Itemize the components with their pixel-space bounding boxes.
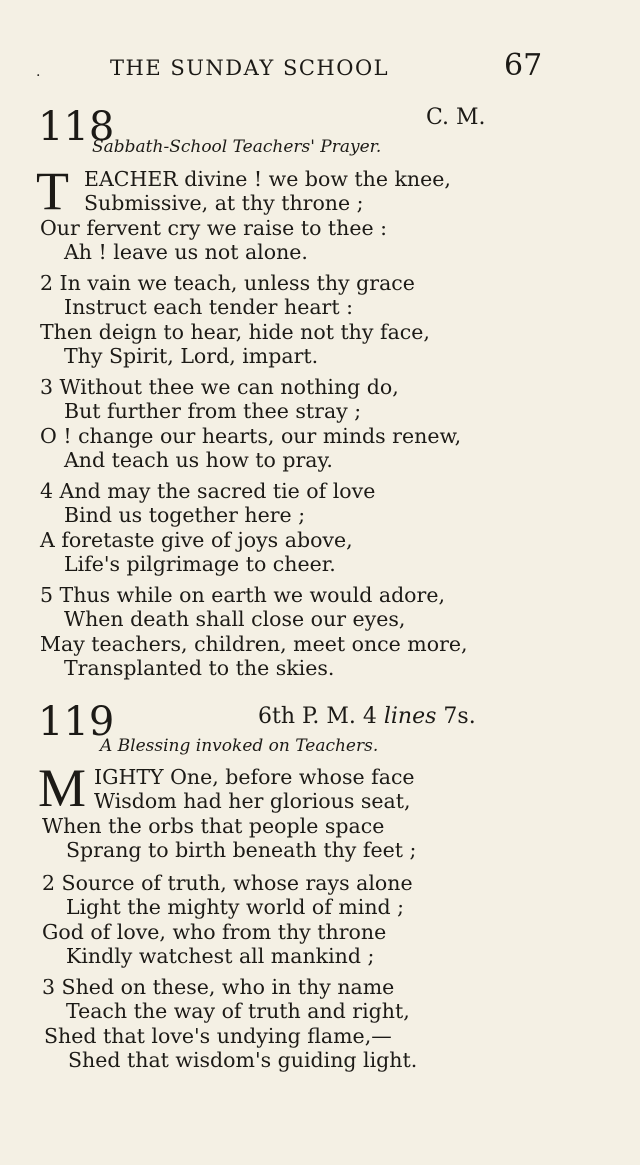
verse-line: Ah ! leave us not alone. xyxy=(64,240,308,264)
hymn-meter: 6th P. M. 4 lines 7s. xyxy=(258,704,476,729)
verse-line: 2 Source of truth, whose rays alone xyxy=(42,871,413,895)
running-header xyxy=(0,50,640,90)
verse-line: Sprang to birth beneath thy feet ; xyxy=(66,838,417,862)
verse-line: When the orbs that people space xyxy=(42,814,385,838)
hymn-number: 119 xyxy=(38,699,115,745)
verse-line: When death shall close our eyes, xyxy=(64,607,406,631)
verse-line: 3 Shed on these, who in thy name xyxy=(42,975,395,999)
running-title: THE SUNDAY SCHOOL xyxy=(110,56,390,80)
verse-line: A foretaste give of joys above, xyxy=(40,528,353,552)
hymn-number: 118 xyxy=(38,104,115,150)
verse-line: Teach the way of truth and right, xyxy=(66,999,410,1023)
verse-line: Thy Spirit, Lord, impart. xyxy=(64,344,319,368)
verse-line: Then deign to hear, hide not thy face, xyxy=(40,320,430,344)
verse-line: Shed that love's undying flame,— xyxy=(44,1024,392,1048)
hymn-meter: C. M. xyxy=(426,105,486,130)
header-mark: . xyxy=(36,64,41,80)
verse-line: And teach us how to pray. xyxy=(64,448,333,472)
verse-line: 4 And may the sacred tie of love xyxy=(40,479,376,503)
page-number: 67 xyxy=(504,48,543,83)
hymn-title: Sabbath-School Teachers' Prayer. xyxy=(92,137,382,157)
verse-line: Light the mighty world of mind ; xyxy=(66,895,405,919)
verse-line: But further from thee stray ; xyxy=(64,399,362,423)
verse-line: 5 Thus while on earth we would adore, xyxy=(40,583,445,607)
verse-line: Life's pilgrimage to cheer. xyxy=(64,552,336,576)
verse-line: EACHER divine ! we bow the knee, xyxy=(84,167,451,191)
verse-line: Our fervent cry we raise to thee : xyxy=(40,216,388,240)
verse-line: God of love, who from thy throne xyxy=(42,920,387,944)
verse-line: May teachers, children, meet once more, xyxy=(40,632,468,656)
verse-line: 3 Without thee we can nothing do, xyxy=(40,375,399,399)
verse-line: Submissive, at thy throne ; xyxy=(84,191,364,215)
verse-line: Instruct each tender heart : xyxy=(64,295,354,319)
verse-line: Kindly watchest all mankind ; xyxy=(66,944,375,968)
verse-line: Shed that wisdom's guiding light. xyxy=(68,1048,418,1072)
drop-cap: T xyxy=(36,161,69,221)
verse-line: IGHTY One, before whose face xyxy=(94,765,415,789)
verse-line: Bind us together here ; xyxy=(64,503,306,527)
verse-line: 2 In vain we teach, unless thy grace xyxy=(40,271,415,295)
verse-line: Transplanted to the skies. xyxy=(64,656,335,680)
drop-cap: M xyxy=(38,758,87,818)
hymn-title: A Blessing invoked on Teachers. xyxy=(100,736,379,756)
verse-line: Wisdom had her glorious seat, xyxy=(94,789,411,813)
verse-line: O ! change our hearts, our minds renew, xyxy=(40,424,462,448)
